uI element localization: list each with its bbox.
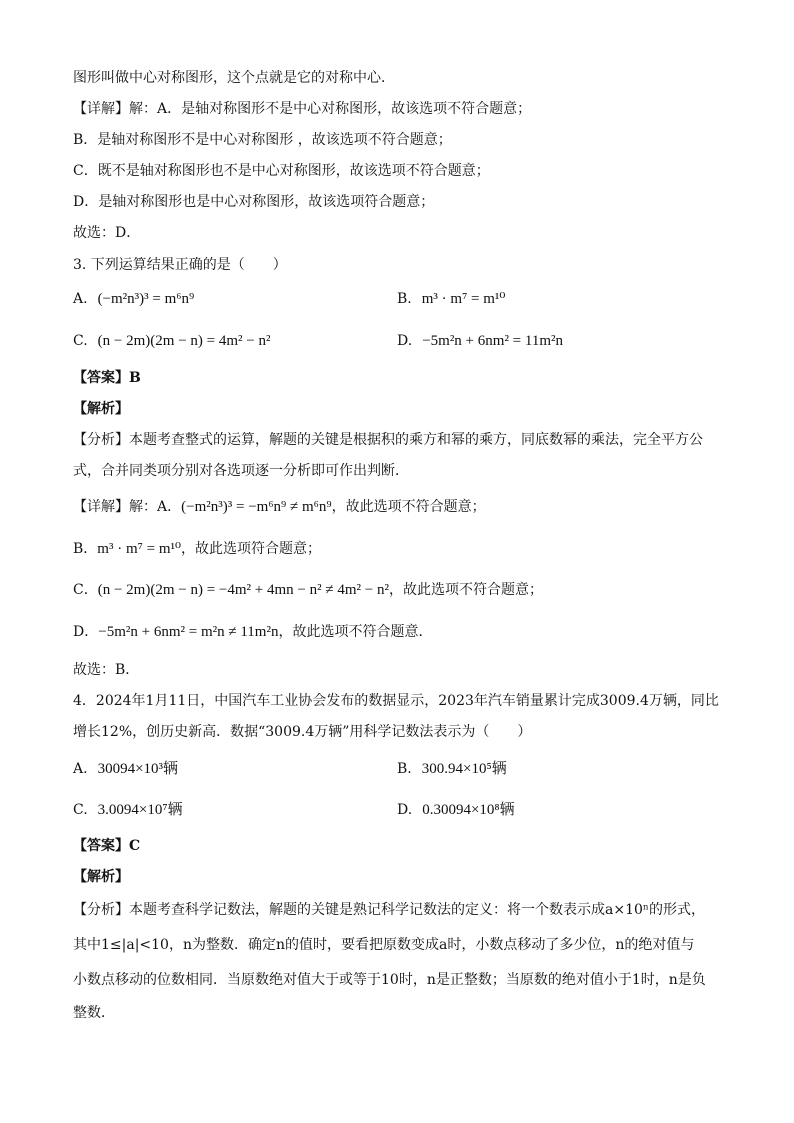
option-label: C. xyxy=(73,333,88,349)
text-line: 故选：B． xyxy=(73,662,140,678)
option-math: m³ · m⁷ = m¹⁰ xyxy=(421,291,506,307)
line-suffix: ，故此选项不符合题意． xyxy=(278,624,433,640)
q3-option-c xyxy=(73,331,271,351)
line-math: m³ · m⁷ = m¹⁰ xyxy=(97,541,181,557)
detail-line-d xyxy=(73,622,432,642)
line-math: (n − 2m)(2m − n) = −4m² + 4mn − n² ≠ 4m² − n² xyxy=(97,582,389,598)
text-line: 其中1≤|a|<10，n为整数．确定n的值时，要看把原数变成a时，小数点移动了多少位，n的绝对值与 xyxy=(73,937,695,953)
detail-line-b xyxy=(73,539,321,559)
answer-label: 【答案】C xyxy=(73,838,141,854)
q3-option-a xyxy=(73,289,194,309)
analysis-label: 【解析】 xyxy=(73,869,129,885)
text-line: C．既不是轴对称图形也不是中心对称图形，故该选项不符合题意； xyxy=(73,163,490,179)
option-label: B. xyxy=(397,291,412,307)
option-math: −5m²n + 6nm² = 11m²n xyxy=(422,333,564,349)
q3-option-d xyxy=(397,331,563,351)
line-math: −5m²n + 6nm² = m²n ≠ 11m²n xyxy=(98,624,279,640)
option-math: 300.94×10⁵辆 xyxy=(421,761,507,777)
option-math: 3.0094×10⁷辆 xyxy=(97,802,183,818)
text-line: 【分析】本题考查整式的运算，解题的关键是根据积的乘方和幂的乘方，同底数幂的乘法，完全平方公 xyxy=(73,432,703,448)
option-math: 30094×10³辆 xyxy=(97,761,179,777)
text-line: 图形叫做中心对称图形，这个点就是它的对称中心． xyxy=(73,70,395,86)
line-prefix: D． xyxy=(73,624,99,640)
text-line: 故选：D． xyxy=(73,225,141,241)
option-label: D. xyxy=(397,333,413,349)
line-suffix: ，故此选项不符合题意； xyxy=(331,499,486,515)
question-4-stem: 增长12%，创历史新高．数据“3009.4万辆”用科学记数法表示为（ ） xyxy=(73,724,532,740)
detail-line-c xyxy=(73,580,543,600)
line-suffix: ，故此选项符合题意； xyxy=(181,541,321,557)
text-line: 式，合并同类项分别对各选项逐一分析即可作出判断． xyxy=(73,463,409,479)
option-label: D. xyxy=(397,802,413,818)
option-label: C. xyxy=(73,802,88,818)
answer-label: 【答案】B xyxy=(73,370,141,386)
text-line: B．是轴对称图形不是中心对称图形 ，故该选项不符合题意； xyxy=(73,132,452,148)
q3-option-b xyxy=(397,289,505,309)
option-math: (n − 2m)(2m − n) = 4m² − n² xyxy=(97,333,271,349)
q4-option-b xyxy=(397,759,507,779)
option-math: (−m²n³)³ = m⁶n⁹ xyxy=(97,291,195,307)
line-suffix: ，故此选项不符合题意； xyxy=(388,582,543,598)
detail-line-a xyxy=(73,497,486,517)
option-label: A. xyxy=(73,761,88,777)
question-4-stem: 4．2024年1月11日，中国汽车工业协会发布的数据显示，2023年汽车销量累计完成3009.4万辆，同比 xyxy=(73,693,719,709)
text-line: 小数点移动的位数相同．当原数绝对值大于或等于10时，n是正整数；当原数的绝对值小于1时，n是负 xyxy=(73,972,706,988)
line-prefix: 【详解】解：A． xyxy=(73,499,182,515)
option-label: B. xyxy=(397,761,412,777)
option-label: A. xyxy=(73,291,88,307)
text-line: 【分析】本题考查科学记数法，解题的关键是熟记科学记数法的定义：将一个数表示成a×10ⁿ的形式， xyxy=(73,902,705,918)
q4-option-d xyxy=(397,800,515,820)
line-prefix: B． xyxy=(73,541,98,557)
question-3-stem: 3. 下列运算结果正确的是（ ） xyxy=(73,257,287,273)
option-math: 0.30094×10⁸辆 xyxy=(422,802,515,818)
text-line: 【详解】解：A．是轴对称图形不是中心对称图形，故该选项不符合题意； xyxy=(73,101,532,117)
q4-option-a xyxy=(73,759,178,779)
analysis-label: 【解析】 xyxy=(73,401,129,417)
line-math: (−m²n³)³ = −m⁶n⁹ ≠ m⁶n⁹ xyxy=(181,499,332,515)
line-prefix: C． xyxy=(73,582,98,598)
text-line: 整数． xyxy=(73,1005,115,1021)
q4-option-c xyxy=(73,800,183,820)
text-line: D．是轴对称图形也是中心对称图形，故该选项符合题意； xyxy=(73,194,435,210)
